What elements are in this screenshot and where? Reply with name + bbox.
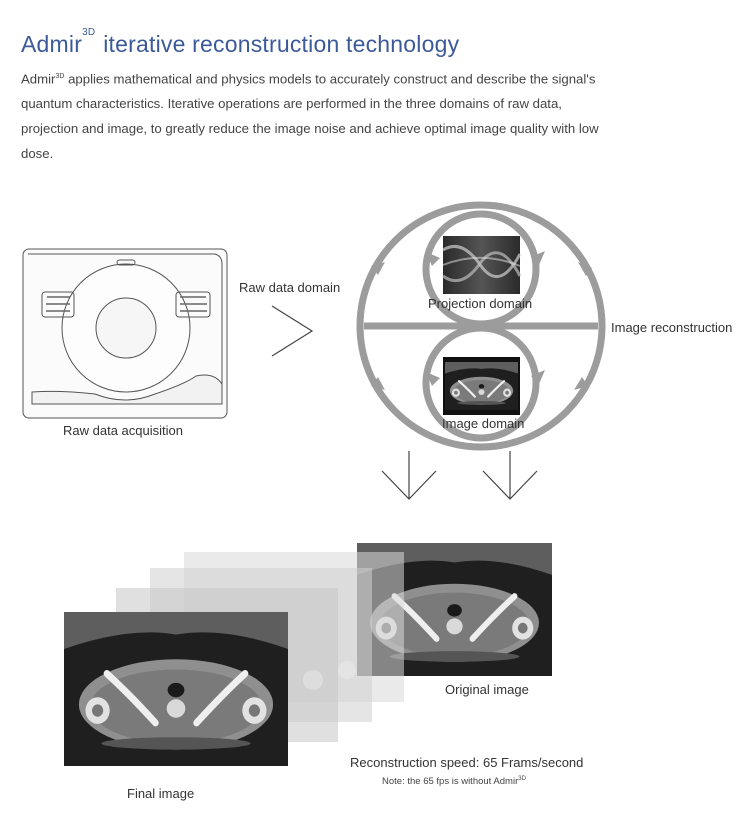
label-original-image: Original image [445,682,529,697]
description-brand-sup: 3D [55,73,65,80]
arrow-right-icon [272,306,312,356]
description-text: applies mathematical and physics models to accurately construct and describe the signal's quantum characteristics. Iterative operations are performed in the three domains of raw data, projection and image, to greatly reduce the image noise and achieve optimal image quality with low dose. [21,71,599,162]
ct-scanner-icon [23,249,227,418]
image-domain-slice [443,357,520,415]
ct-frame-stack [64,543,552,766]
label-image-domain: Image domain [442,416,525,431]
label-final-image: Final image [127,786,195,801]
label-projection-domain: Projection domain [428,296,533,311]
label-raw-data-domain: Raw data domain [239,280,341,295]
note-prefix: Note: the 65 fps is without Admir [382,776,519,788]
label-reconstruction-speed: Reconstruction speed: 65 Frams/second [350,755,584,770]
arrow-down-icon [382,451,436,499]
label-image-reconstruction: Image reconstruction [611,320,733,335]
title-rest: iterative reconstruction technology [103,31,460,58]
title-brand: Admir [21,31,83,58]
arrow-down-icon [483,451,537,499]
label-raw-data-acquisition: Raw data acquisition [63,423,183,438]
note-sup: 3D [518,776,526,782]
title-superscript: 3D [82,27,96,39]
final-ct-image [64,612,288,766]
projection-image [443,236,520,294]
note-fps [382,776,526,787]
description-brand: Admir [21,71,56,87]
